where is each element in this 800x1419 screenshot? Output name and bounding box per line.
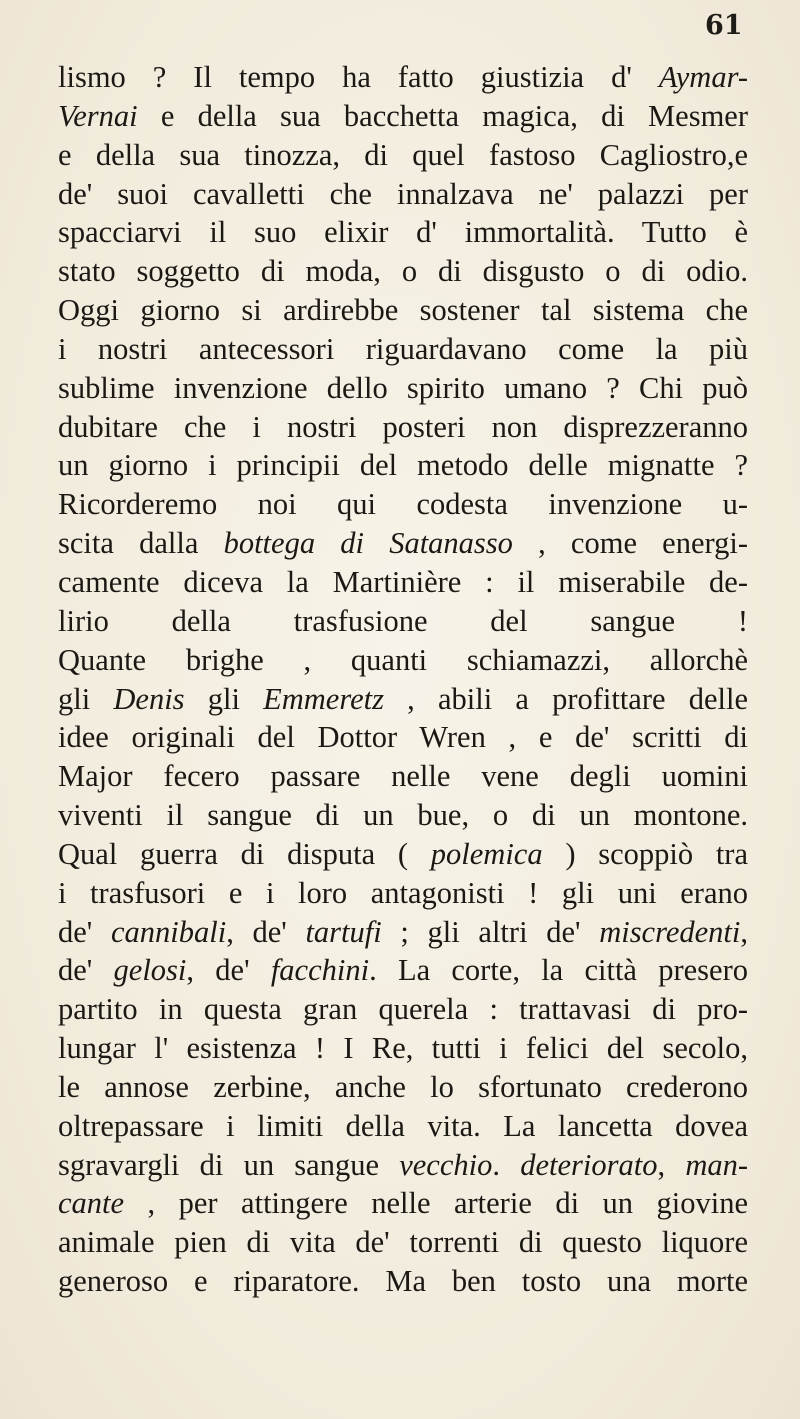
text-fragment: , abili a profittare delle — [383, 681, 748, 716]
text-fragment: Oggi giorno si ardirebbe sostener tal sistema che — [58, 293, 748, 328]
text-fragment: lungar l' esistenza ! I Re, tutti i felici del secolo, — [58, 1031, 748, 1066]
text-line — [58, 641, 748, 680]
text-fragment: sgravargli di un sangue — [58, 1147, 400, 1182]
text-line — [58, 175, 748, 214]
text-fragment: de' — [58, 914, 111, 949]
text-line — [58, 951, 748, 990]
text-fragment: i trasfusori e i loro antagonisti ! gli uni erano — [58, 875, 748, 910]
text-fragment: oltrepassare i limiti della vita. La lancetta dovea — [58, 1108, 748, 1143]
italic-text: vecchio — [399, 1147, 493, 1182]
text-fragment: , de' — [226, 914, 306, 949]
text-fragment: idee originali del Dottor Wren , e de' scritti di — [58, 720, 748, 755]
text-fragment: e della sua bacchetta magica, di Mesmer — [137, 98, 748, 133]
text-line — [58, 1262, 748, 1301]
italic-text: miscredenti — [599, 914, 741, 949]
italic-text: man- — [685, 1147, 749, 1182]
italic-text: gelosi — [113, 953, 187, 988]
text-line — [58, 97, 748, 136]
text-fragment: dubitare che i nostri posteri non disprezzeranno — [58, 409, 748, 444]
text-line — [58, 213, 748, 252]
text-line — [58, 446, 748, 485]
italic-text: Emmeretz — [263, 681, 384, 716]
text-line — [58, 291, 748, 330]
italic-text: deteriorato — [520, 1147, 658, 1182]
text-fragment: un giorno i principii del metodo delle mignatte ? — [58, 448, 748, 483]
text-line — [58, 408, 748, 447]
text-line — [58, 835, 748, 874]
text-fragment: . — [492, 1147, 521, 1182]
text-fragment: , — [657, 1147, 686, 1182]
text-fragment: generoso e riparatore. Ma ben tosto una morte — [58, 1264, 748, 1299]
text-line — [58, 796, 748, 835]
text-fragment: Ricorderemo noi qui codesta invenzione u- — [58, 487, 748, 522]
italic-text: tartufi — [305, 914, 382, 949]
text-fragment: de' — [58, 953, 114, 988]
text-fragment: i nostri antecessori riguardavano come la più — [58, 331, 748, 366]
text-line — [58, 718, 748, 757]
text-fragment: . La corte, la città presero — [369, 953, 748, 988]
italic-text: bottega di Satanasso — [223, 526, 513, 561]
text-fragment: partito in questa gran querela : trattavasi di pro- — [58, 992, 748, 1027]
text-fragment: animale pien di vita de' torrenti di questo liquore — [58, 1225, 748, 1260]
text-line — [58, 1029, 748, 1068]
text-line — [58, 1107, 748, 1146]
text-fragment: , — [740, 914, 748, 949]
text-line — [58, 563, 748, 602]
text-fragment: gli — [184, 681, 264, 716]
text-fragment: , come energi- — [512, 526, 748, 561]
text-fragment: de' suoi cavalletti che innalzava ne' palazzi per — [58, 176, 748, 211]
text-fragment: e della sua tinozza, di quel fastoso Cagliostro,e — [58, 137, 748, 172]
text-line — [58, 1184, 748, 1223]
italic-text: polemica — [430, 836, 543, 871]
italic-text: cante — [58, 1186, 125, 1221]
text-line — [58, 1146, 748, 1185]
text-line — [58, 369, 748, 408]
text-line — [58, 913, 748, 952]
text-fragment: gli — [58, 681, 114, 716]
text-line — [58, 252, 748, 291]
text-fragment: sublime invenzione dello spirito umano ? Chi può — [58, 370, 748, 405]
text-fragment: , per attingere nelle arterie di un giovine — [124, 1186, 748, 1221]
text-line — [58, 485, 748, 524]
text-line — [58, 990, 748, 1029]
text-fragment: lismo ? Il tempo ha fatto giustizia d' — [58, 60, 659, 94]
text-fragment: , de' — [186, 953, 271, 988]
italic-text: Vernai — [58, 98, 138, 133]
text-line — [58, 524, 748, 563]
text-line — [58, 1068, 748, 1107]
text-line — [58, 330, 748, 369]
text-line — [58, 757, 748, 796]
text-fragment: viventi il sangue di un bue, o di un montone. — [58, 798, 748, 833]
text-fragment: stato soggetto di moda, o di disgusto o di odio. — [58, 254, 748, 289]
text-fragment: Quante brighe , quanti schiamazzi, allorchè — [58, 642, 748, 677]
italic-text: Denis — [113, 681, 185, 716]
text-line — [58, 58, 748, 97]
text-fragment: camente diceva la Martinière : il miserabile de- — [58, 564, 748, 599]
text-fragment: le annose zerbine, anche lo sfortunato crederono — [58, 1069, 748, 1104]
italic-text: Aymar- — [658, 60, 748, 94]
italic-text: cannibali — [110, 914, 227, 949]
text-line — [58, 602, 748, 641]
text-fragment: ; gli altri de' — [381, 914, 600, 949]
text-fragment: spacciarvi il suo elixir d' immortalità. Tutto è — [58, 215, 748, 250]
text-fragment: Major fecero passare nelle vene degli uomini — [58, 759, 748, 794]
body-text — [58, 58, 748, 1301]
text-line — [58, 680, 748, 719]
text-fragment: scita dalla — [58, 526, 224, 561]
text-line — [58, 874, 748, 913]
text-line — [58, 136, 748, 175]
text-fragment: ) scoppiò tra — [542, 836, 748, 871]
text-fragment: lirio della trasfusione del sangue ! — [58, 603, 748, 638]
text-fragment: Qual guerra di disputa ( — [58, 836, 431, 871]
italic-text: facchini — [270, 953, 370, 988]
text-line — [58, 1223, 748, 1262]
page-number: 61 — [705, 10, 743, 41]
